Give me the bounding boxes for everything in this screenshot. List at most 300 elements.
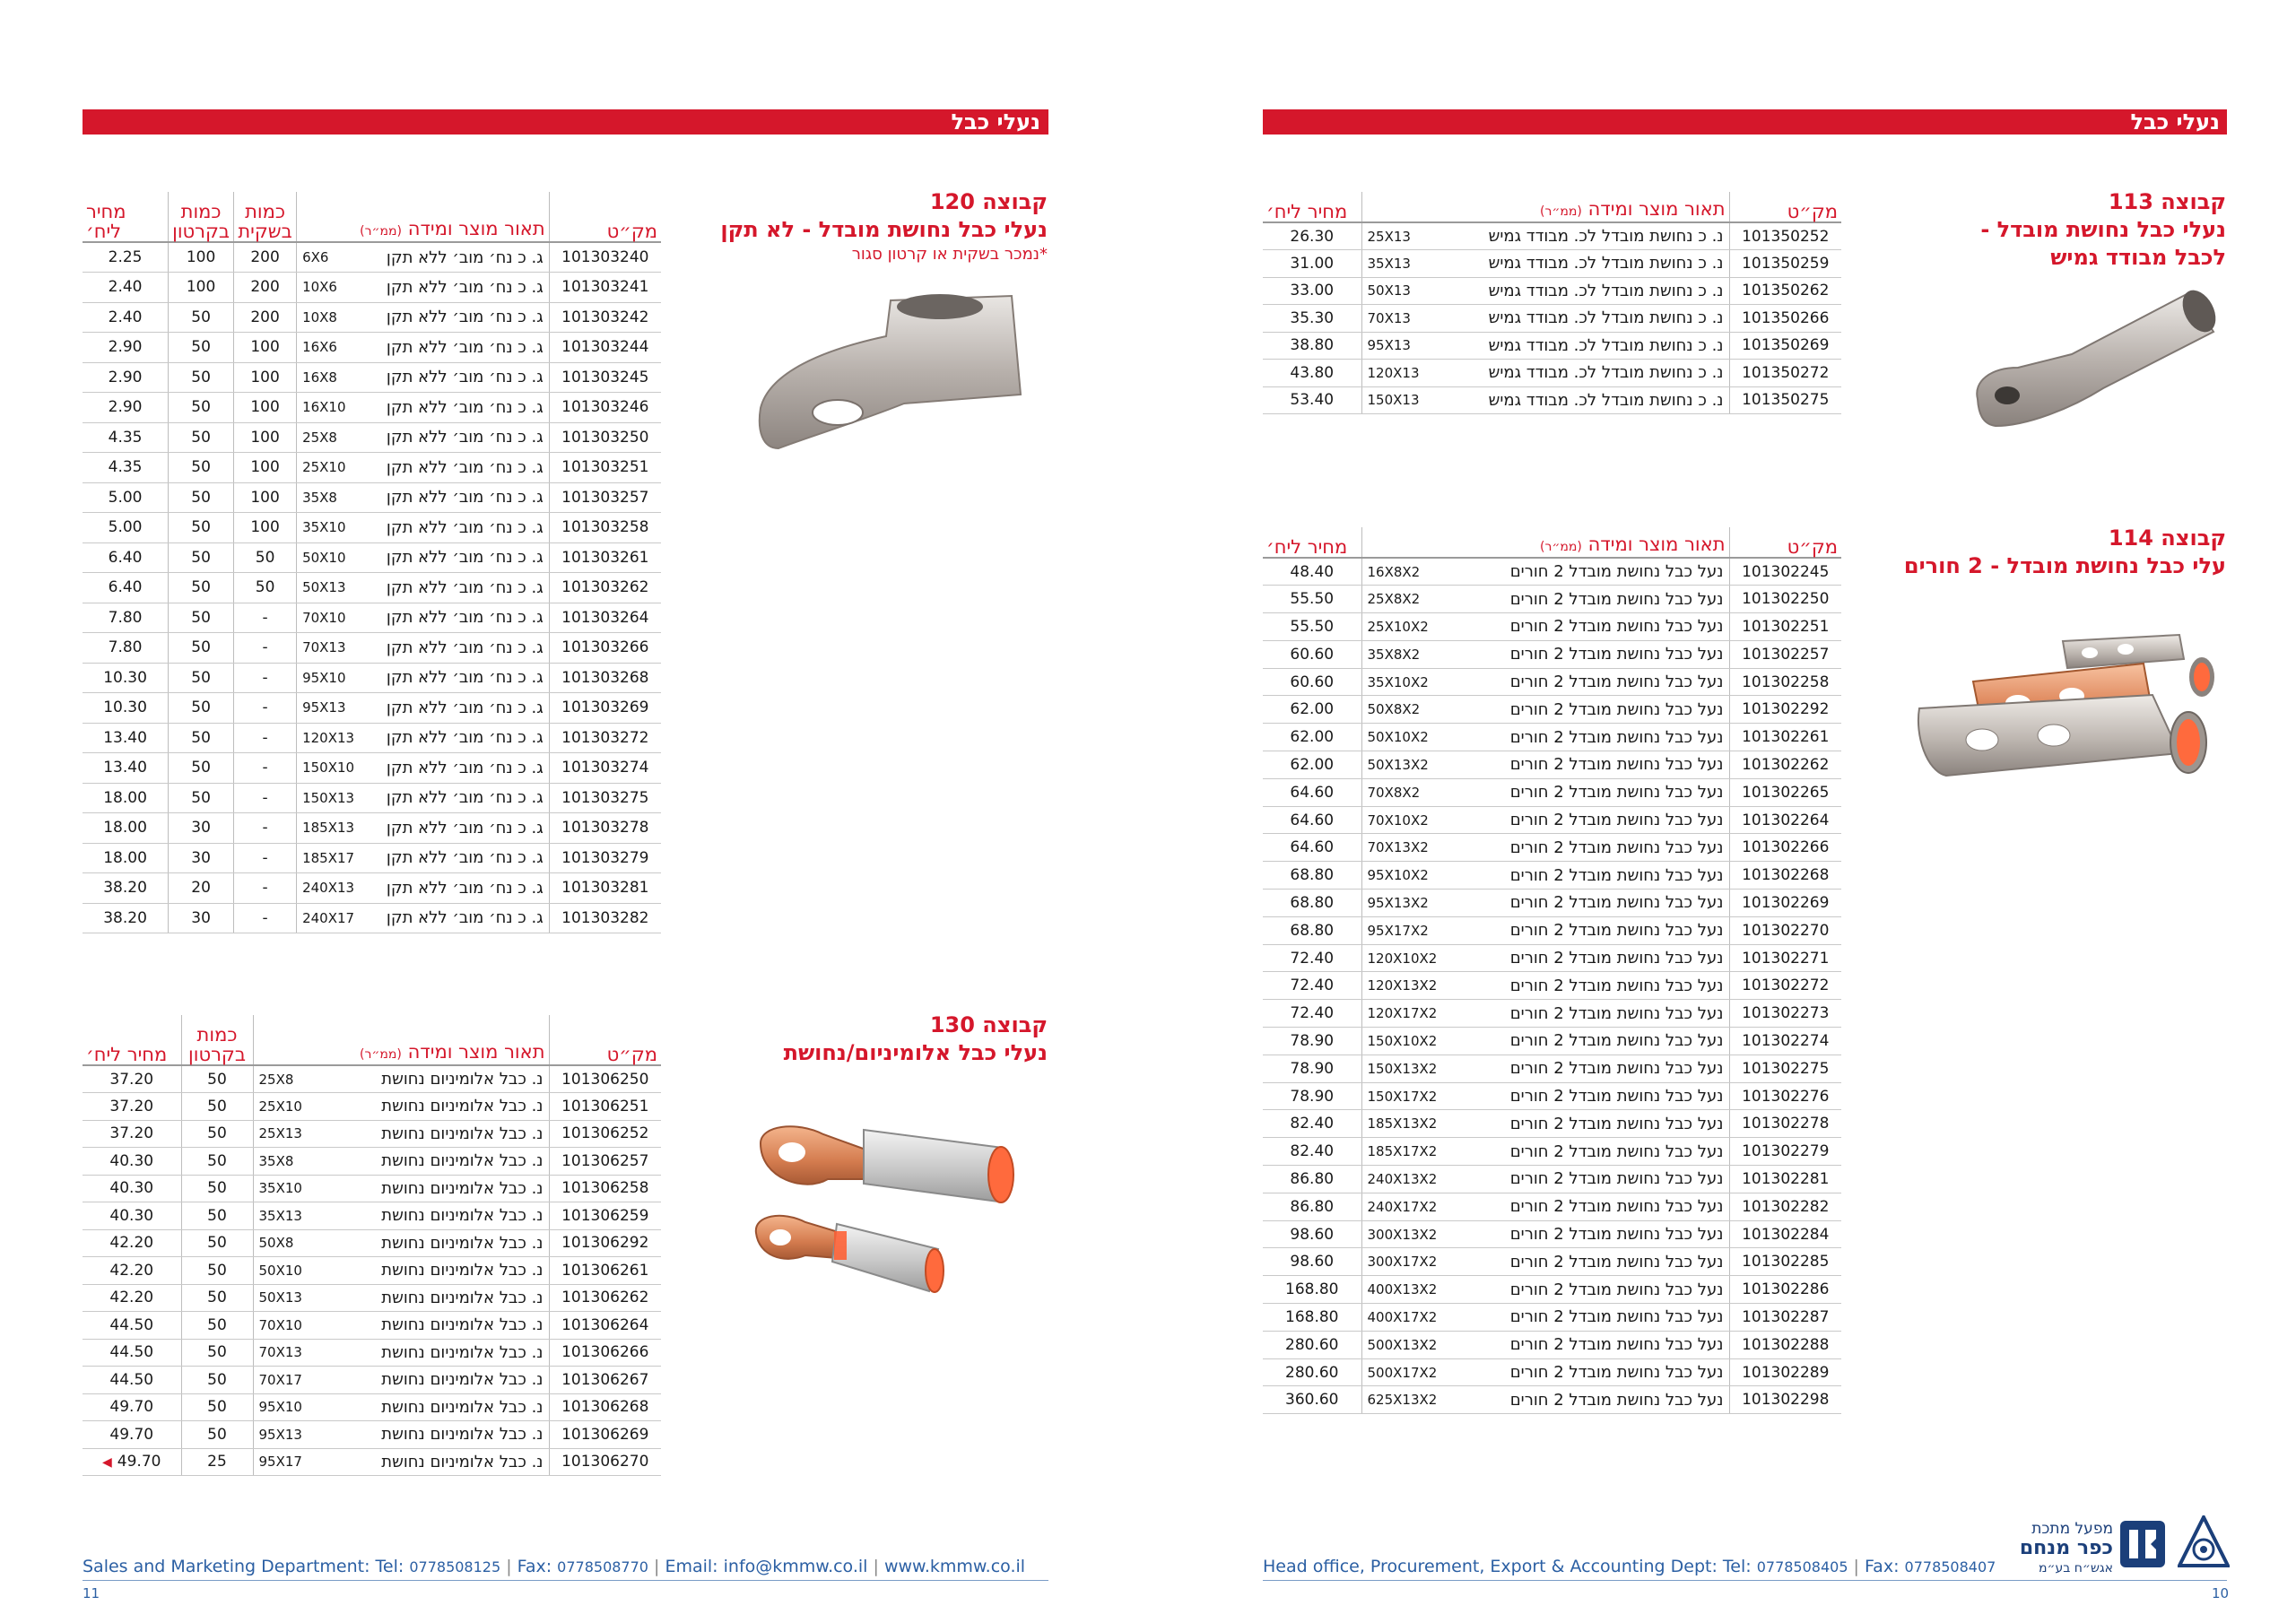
right-footer-line <box>1263 1580 2227 1581</box>
cell-price-value: 64.60 <box>1290 783 1335 802</box>
cell-price <box>1263 862 1361 890</box>
cell-size: 70X13 <box>302 639 346 656</box>
table-row <box>83 513 661 543</box>
cell-price-value: 60.60 <box>1290 673 1335 691</box>
cell-sku: 101302285 <box>1729 1248 1841 1276</box>
cell-price <box>83 333 169 363</box>
cell-price <box>83 1393 181 1421</box>
table-row <box>1263 668 1841 696</box>
cell-description <box>1361 751 1729 779</box>
cell-price <box>1263 277 1361 305</box>
cell-box-qty: 30 <box>169 843 234 873</box>
cell-sku: 101302273 <box>1729 1000 1841 1028</box>
cell-sku: 101303264 <box>549 603 661 633</box>
cell-price <box>83 663 169 693</box>
group-120-number: קבוצה 120 <box>929 189 1048 214</box>
cell-description-text: נעל כבל נחושת מובדל 2 חורים <box>1509 699 1724 719</box>
cell-price <box>1263 1028 1361 1055</box>
cell-sku: 101303266 <box>549 633 661 664</box>
cell-price <box>1263 1248 1361 1276</box>
cell-price <box>83 1229 181 1257</box>
cell-sku: 101303262 <box>549 573 661 603</box>
group-114-name: עלי כבל נחושת מובדל - 2 חורים <box>1903 553 2226 578</box>
cell-sku: 101303240 <box>549 242 661 273</box>
cell-sku: 101306292 <box>549 1229 661 1257</box>
table-group-113 <box>1263 192 1841 414</box>
table-row <box>83 482 661 513</box>
cell-size: 10X6 <box>302 279 337 296</box>
cell-sku: 101303241 <box>549 273 661 303</box>
cell-description-text: נעל כבל נחושת מובדל 2 חורים <box>1509 617 1724 637</box>
table-row <box>83 753 661 784</box>
cell-sku: 101302279 <box>1729 1138 1841 1166</box>
cell-box-qty: 50 <box>169 453 234 483</box>
cell-description-text: ג. כ נח׳ מוב׳ ללא תקן <box>386 577 544 597</box>
right-header-title: נעלי כבל <box>2130 109 2220 135</box>
logo-line-3: אגש״ח בע״מ <box>2038 1561 2113 1575</box>
table-row <box>83 1448 661 1476</box>
cell-bag-qty: - <box>234 603 297 633</box>
group-113-number: קבוצה 113 <box>2108 189 2226 214</box>
cell-description-text: נ. כבל אלומיניום נחושת <box>381 1070 544 1089</box>
cell-price <box>83 1065 181 1093</box>
cell-size: 95X13X2 <box>1367 894 1429 911</box>
cell-description-text: נ. כבל אלומיניום נחושת <box>381 1261 544 1280</box>
cell-description <box>253 1257 549 1285</box>
cell-description <box>253 1148 549 1176</box>
col-price: מחיר ליח׳ <box>83 1015 181 1065</box>
cell-bag-qty: 200 <box>234 273 297 303</box>
cell-price-value: 44.50 <box>109 1343 154 1362</box>
col-description-unit: (ממ״ר) <box>360 1047 402 1062</box>
cell-description <box>297 422 550 453</box>
table-row <box>1263 332 1841 360</box>
cell-description-text: ג. כ נח׳ מוב׳ ללא תקן <box>386 878 544 898</box>
footer-dept: Sales and Marketing Department: Tel: <box>83 1557 404 1576</box>
cell-price <box>83 302 169 333</box>
cell-box-qty: 50 <box>169 393 234 423</box>
cell-price-value: 37.20 <box>109 1070 154 1089</box>
cell-description <box>1361 332 1729 360</box>
cell-price-value: 40.30 <box>109 1179 154 1198</box>
table-row <box>83 903 661 933</box>
cell-description-text: נ. כבל אלומיניום נחושת <box>381 1233 544 1253</box>
cell-description-text: ג. כ נח׳ מוב׳ ללא תקן <box>386 638 544 657</box>
cell-price <box>1263 1220 1361 1248</box>
cell-bag-qty: 100 <box>234 453 297 483</box>
cell-sku: 101302276 <box>1729 1082 1841 1110</box>
cell-sku: 101302265 <box>1729 778 1841 806</box>
cell-box-qty: 50 <box>169 573 234 603</box>
col-description <box>1361 527 1729 558</box>
cell-price-value: 40.30 <box>109 1206 154 1225</box>
table-group-120-body <box>83 242 661 933</box>
cell-price <box>83 482 169 513</box>
cell-price-value: 35.30 <box>1290 308 1335 327</box>
cell-price-value: 168.80 <box>1285 1307 1339 1326</box>
cell-sku: 101302284 <box>1729 1220 1841 1248</box>
cell-description-text: ג. כ נח׳ מוב׳ ללא תקן <box>386 247 544 267</box>
cell-sku: 101302274 <box>1729 1028 1841 1055</box>
cell-box-qty: 50 <box>181 1148 253 1176</box>
cell-bag-qty: - <box>234 903 297 933</box>
cell-price <box>1263 834 1361 862</box>
cell-description-text: נעל כבל נחושת מובדל 2 חורים <box>1509 1059 1724 1079</box>
group-130-number: קבוצה 130 <box>929 1012 1048 1037</box>
cell-size: 95X13 <box>302 699 346 716</box>
footer-website[interactable]: www.kmmw.co.il <box>883 1557 1026 1576</box>
cell-size: 16X8X2 <box>1367 563 1421 580</box>
cell-description <box>1361 1358 1729 1386</box>
table-row <box>1263 862 1841 890</box>
standards-seal-icon <box>2178 1515 2230 1571</box>
cell-price <box>1263 778 1361 806</box>
cell-price <box>83 542 169 573</box>
table-row <box>83 273 661 303</box>
cell-bag-qty: 100 <box>234 393 297 423</box>
cell-size: 16X8 <box>302 369 337 386</box>
cell-description <box>297 783 550 813</box>
table-row <box>1263 724 1841 751</box>
cell-box-qty: 50 <box>169 362 234 393</box>
cell-size: 35X10X2 <box>1367 673 1429 690</box>
cell-size: 70X17 <box>258 1371 302 1388</box>
col-sku: מק״ט <box>549 192 661 242</box>
cell-description-text: נעל כבל נחושת מובדל 2 חורים <box>1509 1390 1724 1410</box>
table-row <box>83 573 661 603</box>
cell-size: 70X10 <box>258 1316 302 1333</box>
cell-price-value: 43.80 <box>1290 363 1335 382</box>
table-row <box>83 783 661 813</box>
cell-description <box>297 362 550 393</box>
cell-price-value: 62.00 <box>1290 700 1335 719</box>
cell-price <box>83 783 169 813</box>
cell-size: 70X8X2 <box>1367 784 1421 801</box>
cell-price-value: 2.90 <box>108 368 143 386</box>
cell-sku: 101303275 <box>549 783 661 813</box>
cell-description <box>253 1312 549 1340</box>
cell-size: 240X13 <box>302 880 355 897</box>
group-113-name-line1: נעלי כבל נחושת מובדל - <box>1980 217 2226 242</box>
table-row <box>1263 277 1841 305</box>
cell-size: 6X6 <box>302 249 329 265</box>
cell-box-qty: 30 <box>169 903 234 933</box>
cell-description-text: נ. כבל אלומיניום נחושת <box>381 1206 544 1226</box>
cell-price <box>1263 751 1361 779</box>
cell-size: 120X10X2 <box>1367 950 1438 967</box>
cell-size: 150X10 <box>302 759 355 777</box>
cell-price <box>83 513 169 543</box>
cell-description <box>297 573 550 603</box>
cell-box-qty: 50 <box>169 333 234 363</box>
cell-size: 240X13X2 <box>1367 1170 1438 1187</box>
cell-description-text: ג. כ נח׳ מוב׳ ללא תקן <box>386 728 544 748</box>
cell-description <box>253 1229 549 1257</box>
table-row <box>1263 1304 1841 1332</box>
table-row <box>83 1284 661 1312</box>
cell-box-qty: 50 <box>181 1229 253 1257</box>
cell-description-text: נעל כבל נחושת מובדל 2 חורים <box>1509 1031 1724 1051</box>
cell-price-value: 2.25 <box>108 248 143 266</box>
cell-description-text: נעל כבל נחושת מובדל 2 חורים <box>1509 976 1724 995</box>
cell-price <box>1263 386 1361 414</box>
right-page-number: 10 <box>2212 1585 2230 1601</box>
group-120-note: *נמכר בשקית או קרטון סגור <box>851 245 1048 264</box>
cell-price <box>1263 640 1361 668</box>
cell-bag-qty: - <box>234 633 297 664</box>
cell-sku: 101306252 <box>549 1120 661 1148</box>
cell-size: 95X17X2 <box>1367 922 1429 939</box>
cell-description-text: נ. כבל אלומיניום נחושת <box>381 1397 544 1417</box>
cell-price <box>83 633 169 664</box>
cell-sku: 101302287 <box>1729 1304 1841 1332</box>
cell-bag-qty: - <box>234 783 297 813</box>
col-description-label: תאור מוצר ומידה <box>1587 198 1726 220</box>
cell-size: 50X8 <box>258 1235 294 1252</box>
cell-price <box>1263 305 1361 333</box>
cell-box-qty: 50 <box>169 783 234 813</box>
cell-box-qty: 25 <box>181 1448 253 1476</box>
cell-price <box>1263 360 1361 387</box>
cell-bag-qty: - <box>234 813 297 844</box>
cell-description-text: נ. כ נחושת מובדל לכ. מבודד גמיש <box>1488 281 1724 300</box>
cell-description <box>1361 1000 1729 1028</box>
cell-price <box>83 393 169 423</box>
product-image-cable-lug-113 <box>1964 282 2224 439</box>
cell-description-text: ג. כ נח׳ מוב׳ ללא תקן <box>386 428 544 447</box>
cell-price <box>1263 916 1361 944</box>
cell-size: 70X13 <box>1367 309 1411 326</box>
cell-description <box>253 1393 549 1421</box>
table-row <box>1263 586 1841 613</box>
cell-price <box>1263 1386 1361 1414</box>
cell-size: 16X6 <box>302 339 337 356</box>
cell-price-value: 55.50 <box>1290 617 1335 636</box>
table-row <box>83 723 661 753</box>
cell-size: 185X13 <box>302 820 355 837</box>
cell-size: 25X10 <box>302 459 346 476</box>
table-row <box>1263 1110 1841 1138</box>
cell-description-text: ג. כ נח׳ מוב׳ ללא תקן <box>386 368 544 387</box>
table-row <box>83 813 661 844</box>
cell-description-text: נ. כ נחושת מובדל לכ. מבודד גמיש <box>1488 227 1724 246</box>
cell-description <box>1361 1304 1729 1332</box>
cell-size: 25X13 <box>1367 228 1411 245</box>
footer-fax: 0778508407 <box>1904 1558 1996 1575</box>
cell-sku: 101306266 <box>549 1339 661 1367</box>
cell-description <box>1361 1220 1729 1248</box>
cell-description <box>253 1284 549 1312</box>
cell-description-text: ג. כ נח׳ מוב׳ ללא תקן <box>386 488 544 508</box>
cell-sku: 101302251 <box>1729 613 1841 641</box>
table-group-114-body <box>1263 558 1841 1414</box>
table-row <box>1263 1331 1841 1358</box>
table-row <box>83 333 661 363</box>
cell-sku: 101303251 <box>549 453 661 483</box>
cell-price <box>83 273 169 303</box>
col-price: מחיר ליח׳ <box>1263 192 1361 222</box>
cell-sku: 101306250 <box>549 1065 661 1093</box>
cell-description-text: ג. כ נח׳ מוב׳ ללא תקן <box>386 818 544 838</box>
cell-description-text: ג. כ נח׳ מוב׳ ללא תקן <box>386 908 544 928</box>
cell-price-value: 82.40 <box>1290 1115 1335 1133</box>
table-row <box>1263 1055 1841 1082</box>
cell-sku: 101302262 <box>1729 751 1841 779</box>
table-row <box>1263 1138 1841 1166</box>
cell-description <box>1361 305 1729 333</box>
cell-description-text: נעל כבל נחושת מובדל 2 חורים <box>1509 811 1724 830</box>
cell-price-value: 5.00 <box>108 488 143 507</box>
cell-price-value: 78.90 <box>1290 1031 1335 1050</box>
cell-price <box>83 1284 181 1312</box>
cell-description-text: נ. כ נחושת מובדל לכ. מבודד גמיש <box>1488 363 1724 383</box>
cell-size: 25X10X2 <box>1367 618 1429 635</box>
cell-description <box>1361 360 1729 387</box>
cell-size: 35X8 <box>258 1152 294 1169</box>
cell-box-qty: 50 <box>169 663 234 693</box>
cell-price <box>1263 890 1361 917</box>
table-row <box>1263 972 1841 1000</box>
cell-price-value: 37.20 <box>109 1124 154 1143</box>
table-row <box>83 362 661 393</box>
col-description-label: תאור מוצר ומידה <box>407 1041 545 1063</box>
col-description-label: תאור מוצר ומידה <box>1587 534 1726 555</box>
cell-description-text: נ. כבל אלומיניום נחושת <box>381 1288 544 1307</box>
cell-size: 240X17 <box>302 909 355 926</box>
cell-description <box>1361 558 1729 586</box>
table-row <box>1263 1248 1841 1276</box>
cell-price <box>1263 1000 1361 1028</box>
cell-size: 300X17X2 <box>1367 1254 1438 1271</box>
cell-box-qty: 100 <box>169 242 234 273</box>
cell-description-text: ג. כ נח׳ מוב׳ ללא תקן <box>386 457 544 477</box>
cell-size: 50X13X2 <box>1367 756 1429 773</box>
product-image-al-cu-lug-130 <box>743 1107 1030 1314</box>
table-row <box>83 1065 661 1093</box>
cell-sku: 101303250 <box>549 422 661 453</box>
cell-price-value: 4.35 <box>108 428 143 447</box>
table-row <box>83 453 661 483</box>
cell-size: 95X10X2 <box>1367 867 1429 884</box>
cell-description <box>297 242 550 273</box>
col-description-unit: (ממ״ר) <box>1540 540 1582 554</box>
cell-price <box>1263 944 1361 972</box>
cell-description <box>1361 724 1729 751</box>
cell-description-text: נעל כבל נחושת מובדל 2 חורים <box>1509 727 1724 747</box>
cell-size: 500X13X2 <box>1367 1336 1438 1353</box>
cell-price-value: 64.60 <box>1290 838 1335 857</box>
cell-sku: 101303242 <box>549 302 661 333</box>
table-row <box>83 633 661 664</box>
cell-price <box>1263 1055 1361 1082</box>
cell-description <box>253 1202 549 1230</box>
cell-size: 150X13 <box>1367 392 1420 409</box>
table-row <box>83 1202 661 1230</box>
company-logo <box>2009 1515 2229 1578</box>
cell-bag-qty: 50 <box>234 573 297 603</box>
cell-size: 50X8X2 <box>1367 701 1421 718</box>
footer-fax-label: Fax: <box>517 1557 552 1576</box>
cell-description-text: ג. כ נח׳ מוב׳ ללא תקן <box>386 277 544 297</box>
footer-email[interactable]: Email: info@kmmw.co.il <box>665 1557 868 1576</box>
cell-description-text: ג. כ נח׳ מוב׳ ללא תקן <box>386 548 544 568</box>
cell-sku: 101303246 <box>549 393 661 423</box>
cell-price <box>1263 1166 1361 1193</box>
cell-description-text: ג. כ נח׳ מוב׳ ללא תקן <box>386 758 544 777</box>
group-113-name-line2: לכבל מבודד גמיש <box>2050 245 2226 270</box>
cell-size: 70X13X2 <box>1367 839 1429 856</box>
cell-sku: 101303244 <box>549 333 661 363</box>
cell-size: 120X13 <box>302 729 355 746</box>
cell-bag-qty: - <box>234 663 297 693</box>
table-row <box>83 843 661 873</box>
cell-sku: 101303278 <box>549 813 661 844</box>
cell-description <box>297 663 550 693</box>
table-row <box>83 1339 661 1367</box>
cell-price <box>83 1093 181 1121</box>
cell-size: 50X10 <box>258 1262 302 1279</box>
cell-size: 150X17X2 <box>1367 1088 1438 1105</box>
cell-description-text: נעל כבל נחושת מובדל 2 חורים <box>1509 1335 1724 1355</box>
cell-size: 50X10X2 <box>1367 729 1429 746</box>
cell-sku: 101350275 <box>1729 386 1841 414</box>
cell-price-value: 6.40 <box>108 548 143 567</box>
cell-price <box>1263 1304 1361 1332</box>
cell-description <box>1361 1276 1729 1304</box>
cell-description-text: ג. כ נח׳ מוב׳ ללא תקן <box>386 608 544 628</box>
cell-description-text: נעל כבל נחושת מובדל 2 חורים <box>1509 755 1724 775</box>
cell-description <box>1361 1110 1729 1138</box>
cell-sku: 101302271 <box>1729 944 1841 972</box>
cell-sku: 101302270 <box>1729 916 1841 944</box>
cell-bag-qty: - <box>234 873 297 904</box>
cell-description <box>297 633 550 664</box>
cell-price <box>1263 1331 1361 1358</box>
cell-price-value: 2.40 <box>108 278 143 297</box>
table-row <box>1263 1193 1841 1220</box>
cell-size: 70X10X2 <box>1367 812 1429 829</box>
cell-price-value: 37.20 <box>109 1097 154 1115</box>
cell-description <box>253 1093 549 1121</box>
cell-price-value: 13.40 <box>103 759 147 777</box>
cell-box-qty: 50 <box>169 482 234 513</box>
cell-description <box>297 273 550 303</box>
cell-size: 25X8X2 <box>1367 591 1421 608</box>
table-row <box>1263 1000 1841 1028</box>
cell-bag-qty: 200 <box>234 242 297 273</box>
table-row <box>1263 916 1841 944</box>
cell-description <box>1361 916 1729 944</box>
product-image-cable-lug-120 <box>752 287 1030 466</box>
cell-description-text: נעל כבל נחושת מובדל 2 חורים <box>1509 1141 1724 1161</box>
cell-price-value: 55.50 <box>1290 590 1335 609</box>
cell-sku: 101306270 <box>549 1448 661 1476</box>
col-price: מחיר ליח׳ <box>1263 527 1361 558</box>
cell-price <box>83 362 169 393</box>
cell-bag-qty: - <box>234 753 297 784</box>
cell-sku: 101302286 <box>1729 1276 1841 1304</box>
table-row <box>1263 1386 1841 1414</box>
left-footer-contact: Sales and Marketing Department: Tel: 0778508125 | Fax: 0778508770 | Email: info@kmmw.co.il | www.kmmw.co.il <box>83 1557 1026 1576</box>
cell-sku: 101302275 <box>1729 1055 1841 1082</box>
cell-box-qty: 100 <box>169 273 234 303</box>
cell-sku: 101303272 <box>549 723 661 753</box>
cell-sku: 101302282 <box>1729 1193 1841 1220</box>
table-row <box>83 1421 661 1449</box>
cell-price <box>1263 1082 1361 1110</box>
cell-price <box>83 242 169 273</box>
col-sku: מק״ט <box>1729 527 1841 558</box>
